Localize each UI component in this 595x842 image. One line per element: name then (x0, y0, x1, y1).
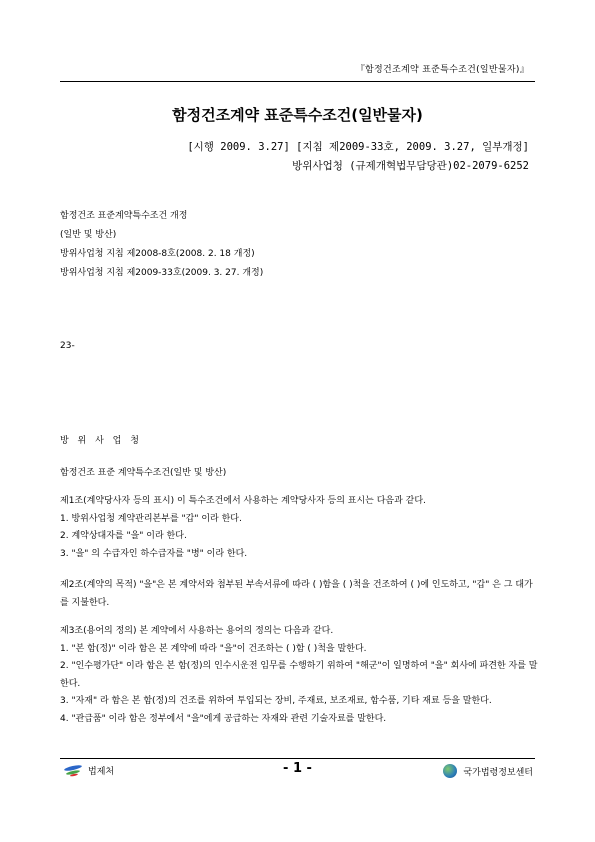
article-3-item: 2. "인수평가단" 이라 함은 본 함(정)의 인수시운전 임무를 수행하기 위하여 "해군"이 일명하여 "을" 회사에 파견한 자를 말한다. (60, 661, 538, 689)
conditions-title: 함정건조 표준 계약특수조건(일반 및 방산) (60, 468, 227, 478)
article-1 (60, 493, 540, 563)
history-line: (일반 및 방산) (60, 230, 117, 240)
running-header-title: 『함정건조계약 표준특수조건(일반물자)』 (355, 65, 529, 75)
header-divider (60, 81, 535, 82)
document-title: 함정건조계약 표준특수조건(일반물자) (172, 106, 423, 124)
footer-left-label: 법제처 (88, 767, 115, 777)
agency-name: 방 위 사 업 청 (60, 436, 142, 446)
article-1-item: 2. 계약상대자를 "을" 이라 한다. (60, 531, 187, 541)
article-2 (60, 577, 540, 612)
article-2-text: 제2조(계약의 목적) "을"은 본 계약서와 첨부된 부속서류에 따라 ( )함을 ( )척을 건조하여 ( )에 인도하고, "갑" 은 그 대가를 지불한다. (60, 580, 533, 608)
footer-right (443, 764, 533, 778)
history-line: 방위사업청 지침 제2008-8호(2008. 2. 18 개정) (60, 249, 255, 259)
history-line: 함정건조 표준계약특수조건 개정 (60, 211, 188, 221)
article-1-item: 3. "을" 의 수급자인 하수급자를 "병" 이라 한다. (60, 548, 248, 559)
article-1-item: 1. 방위사업청 계약관리본부를 "갑" 이라 한다. (60, 513, 242, 524)
article-1-intro: 제1조(계약당사자 등의 표시) 이 특수조건에서 사용하는 계약당사자 등의 표시는 다음과 같다. (60, 496, 426, 506)
article-3-item: 4. "관급품" 이라 함은 정부에서 "을"에게 공급하는 자재와 관련 기술자료를 말한다. (60, 713, 387, 724)
page-reference: 23- (60, 341, 75, 351)
footer-right-label: 국가법령정보센터 (463, 767, 533, 778)
enforcement-line: [시행 2009. 3.27] [지침 제2009-33호, 2009. 3.27, 일부개정] (187, 141, 529, 153)
department-line: 방위사업청 (규제개혁법무담당관)02-2079-6252 (292, 160, 529, 172)
article-3-item: 1. "본 함(정)" 이라 함은 본 계약에 따라 "을"이 건조하는 ( )함 ( )척을 말한다. (60, 643, 367, 654)
history-line: 방위사업청 지침 제2009-33호(2009. 3. 27. 개정) (60, 268, 264, 278)
page-number: - 1 - (283, 761, 312, 776)
footer-divider (60, 758, 535, 759)
article-3 (60, 623, 540, 728)
revision-history (60, 207, 263, 283)
law-center-logo-icon (443, 764, 457, 778)
article-3-item: 3. "자재" 라 함은 본 함(정)의 건조를 위하여 투입되는 장비, 주재료, 보조재료, 함수품, 기타 재료 등을 말한다. (60, 696, 492, 706)
article-3-intro: 제3조(용어의 정의) 본 계약에서 사용하는 용어의 정의는 다음과 같다. (60, 626, 334, 636)
